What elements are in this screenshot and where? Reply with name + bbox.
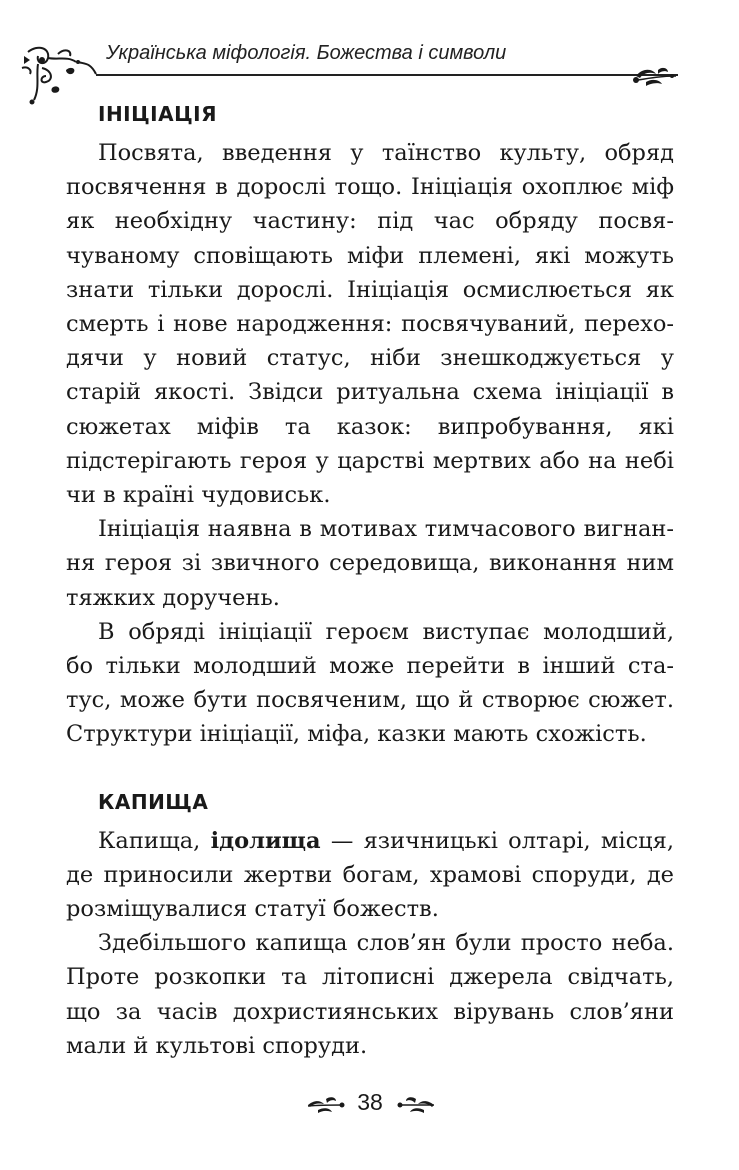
definition-paragraph bbox=[66, 824, 674, 927]
running-header bbox=[0, 0, 739, 110]
floral-sprig-right-icon bbox=[396, 1094, 436, 1116]
section-heading-kapyshcha: КАПИЩА bbox=[98, 789, 209, 814]
paragraph: В обряді ініціації героєм виступає молодший, бо тільки молодший може перейти в інший статус, може бути посвяченим, що й створює сюжет. Структури ініціації, міфа, казки мають схожість. bbox=[66, 618, 674, 748]
page-content bbox=[66, 98, 674, 1063]
term-lead: Капища, bbox=[98, 827, 211, 854]
bold-term: ідолища bbox=[210, 827, 321, 854]
paragraph: Посвята, введення у таїнство культу, обряд посвячення в дорослі тощо. Ініціація охоплює міф як необхідну частину: під час обряду посвячуваному сповіщають міфи племені, які можуть знати тільки дорослі. Ініціація осмислюється як смерть і нове народження: посвячуваний, переходячи у новий статус, ніби знешкоджується у старій якості. Звідси ритуальна схема ініціації в сюжетах міфів та казок: випробування, які підстерігають героя у царстві мертвих або на небі чи в країні чудовиськ. bbox=[66, 140, 674, 509]
paragraph: Здебільшого капища слов’ян були просто неба. Проте розкопки та літописні джерела свідчать, що за часів дохристиянських вірувань слов’яни мали й культові споруди. bbox=[66, 930, 674, 1059]
header-divider bbox=[96, 74, 678, 76]
floral-sprig-icon bbox=[628, 62, 678, 90]
running-title: Українська міфологія. Божества і символи bbox=[106, 42, 507, 64]
section-heading-initiation: ІНІЦІАЦІЯ bbox=[98, 102, 217, 126]
page-footer bbox=[0, 1086, 739, 1122]
floral-sprig-left-icon bbox=[306, 1094, 346, 1116]
page-number: 38 bbox=[357, 1089, 383, 1115]
paragraph: Ініціація наявна в мотивах тимчасового вигнання героя зі звичного середовища, виконання ним тяжких доручень. bbox=[66, 516, 674, 611]
definition-text: — язичницькі олтарі, місця, де приносили жертви богам, храмові споруди, де розміщувалися статуї божеств. bbox=[66, 827, 674, 923]
